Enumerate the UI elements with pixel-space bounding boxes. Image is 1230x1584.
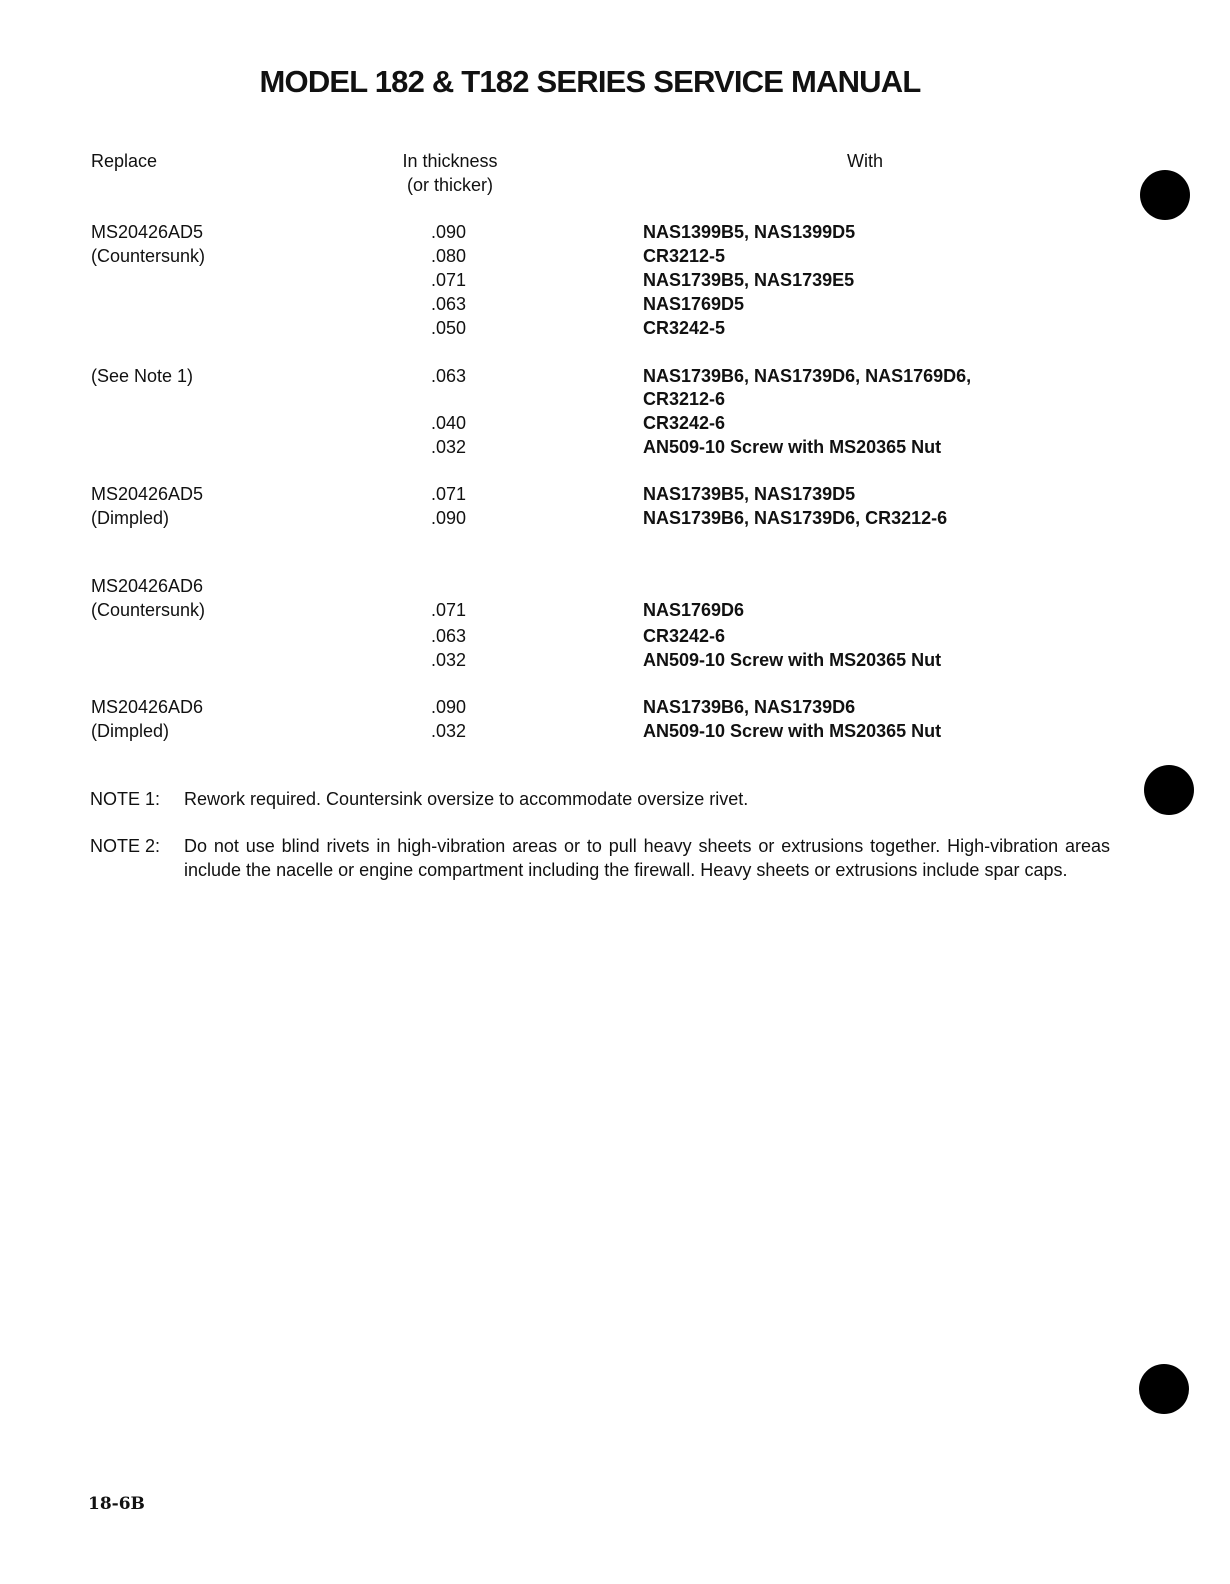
with-part: NAS1769D5 bbox=[643, 294, 745, 314]
with-part: NAS1739B5, NAS1739E5 bbox=[643, 270, 855, 290]
thickness-value: .080 bbox=[431, 246, 467, 266]
with-part: CR3242-5 bbox=[643, 318, 726, 338]
with-part: CR3242-6 bbox=[643, 626, 726, 646]
thickness-value: .063 bbox=[431, 294, 467, 314]
note-label: NOTE 1: bbox=[90, 789, 161, 809]
thickness-value: .032 bbox=[431, 437, 467, 457]
binder-hole bbox=[1144, 765, 1194, 815]
note-text: Rework required. Countersink oversize to accommodate oversize rivet. bbox=[184, 789, 749, 809]
thickness-value: .071 bbox=[431, 484, 467, 504]
with-part: CR3212-5 bbox=[643, 246, 726, 266]
column-header-with: With bbox=[847, 151, 883, 171]
with-part: AN509-10 Screw with MS20365 Nut bbox=[643, 721, 942, 741]
with-part: NAS1399B5, NAS1399D5 bbox=[643, 222, 856, 242]
column-header-replace: Replace bbox=[91, 151, 158, 171]
replace-part: MS20426AD6 bbox=[91, 576, 204, 596]
binder-hole bbox=[1139, 1364, 1189, 1414]
with-part: AN509-10 Screw with MS20365 Nut bbox=[643, 437, 942, 457]
replace-part: (See Note 1) bbox=[91, 366, 194, 386]
page-title: MODEL 182 & T182 SERIES SERVICE MANUAL bbox=[259, 64, 921, 99]
replace-type: (Countersunk) bbox=[91, 246, 206, 266]
column-header-thickness bbox=[370, 149, 530, 197]
with-part: NAS1739B6, NAS1739D6, CR3212-6 bbox=[643, 508, 948, 528]
thickness-value: .032 bbox=[431, 721, 467, 741]
page-number: 18-6B bbox=[88, 1494, 145, 1514]
column-header-thickness-line1: In thickness bbox=[402, 151, 498, 171]
with-part: NAS1739B6, NAS1739D6 bbox=[643, 697, 856, 717]
binder-hole bbox=[1140, 170, 1190, 220]
column-header-thickness-line2: (or thicker) bbox=[406, 175, 493, 195]
thickness-value: .040 bbox=[431, 413, 467, 433]
thickness-value: .090 bbox=[431, 508, 467, 528]
thickness-value: .050 bbox=[431, 318, 467, 338]
replace-type: (Countersunk) bbox=[91, 600, 206, 620]
thickness-value: .071 bbox=[431, 270, 467, 290]
with-part: AN509-10 Screw with MS20365 Nut bbox=[643, 650, 942, 670]
note-label: NOTE 2: bbox=[90, 836, 161, 856]
replace-part: MS20426AD5 bbox=[91, 484, 204, 504]
with-part-continued: CR3212-6 bbox=[643, 389, 726, 409]
thickness-value: .090 bbox=[431, 697, 467, 717]
with-part: NAS1739B6, NAS1739D6, NAS1769D6, bbox=[643, 366, 972, 386]
thickness-value: .071 bbox=[431, 600, 467, 620]
with-part: NAS1739B5, NAS1739D5 bbox=[643, 484, 856, 504]
note-text: Do not use blind rivets in high-vibration areas or to pull heavy sheets or extrusions together. High-vibration areas include the nacelle or engine compartment including the firewall. Heavy sheets or extrusions include spar caps. bbox=[184, 836, 1110, 880]
thickness-value: .090 bbox=[431, 222, 467, 242]
thickness-value: .063 bbox=[431, 626, 467, 646]
replace-part: MS20426AD6 bbox=[91, 697, 204, 717]
with-part: CR3242-6 bbox=[643, 413, 726, 433]
replace-type: (Dimpled) bbox=[91, 721, 170, 741]
replace-part: MS20426AD5 bbox=[91, 222, 204, 242]
thickness-value: .063 bbox=[431, 366, 467, 386]
thickness-value: .032 bbox=[431, 650, 467, 670]
replace-type: (Dimpled) bbox=[91, 508, 170, 528]
with-part: NAS1769D6 bbox=[643, 600, 745, 620]
